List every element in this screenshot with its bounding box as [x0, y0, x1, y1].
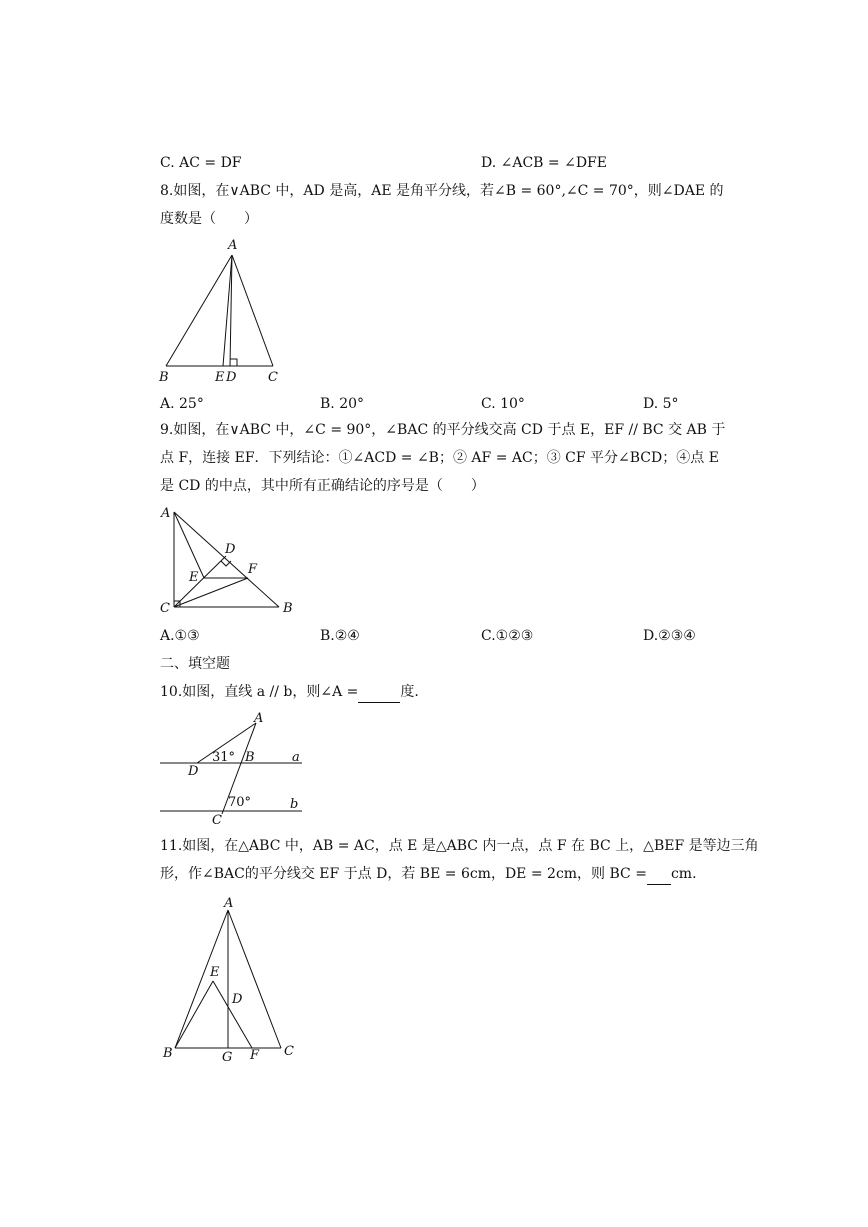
- q10-label-d: D: [188, 764, 199, 779]
- q11-label-g: G: [222, 1050, 233, 1065]
- q10-line-a: a: [292, 750, 300, 765]
- q8-stem-line2: 度数是（ ）: [160, 211, 258, 227]
- q10-label-c: C: [212, 813, 222, 828]
- q7-option-c: C. AC = DF: [160, 155, 242, 171]
- q9-label-d: D: [225, 542, 236, 557]
- q11-label-a: A: [224, 896, 234, 911]
- q11-text-before: 形，作∠BAC的平分线交 EF 于点 D，若 BE = 6cm，DE = 2cm，则 BC =: [160, 866, 647, 882]
- q10-text-after: 度.: [400, 684, 419, 700]
- q10-label-b: B: [245, 750, 255, 765]
- q9-label-e: E: [189, 570, 199, 585]
- q11-label-c: C: [284, 1044, 294, 1059]
- q8-label-c: C: [268, 370, 278, 385]
- q8-label-b: B: [159, 370, 169, 385]
- q9-option-d: D.②③④: [643, 628, 696, 644]
- q8-label-e: E: [215, 370, 225, 385]
- q9-option-b: B.②④: [320, 628, 360, 644]
- q9-label-c: C: [160, 601, 170, 616]
- q9-stem-line3: 是 CD 的中点，其中所有正确结论的序号是（ ）: [160, 478, 485, 494]
- q8-option-d: D. 5°: [643, 396, 679, 412]
- q9-option-c: C.①②③: [481, 628, 534, 644]
- q10-angle-70: 70°: [228, 795, 252, 810]
- section-title: 二、填空题: [160, 656, 230, 672]
- q7-option-d: D. ∠ACB = ∠DFE: [481, 155, 607, 171]
- q8-option-b: B. 20°: [320, 396, 365, 412]
- q9-stem-line2: 点 F，连接 EF．下列结论：①∠ACD = ∠B；② AF = AC；③ CF 平分∠BCD；④点 E: [160, 450, 719, 466]
- q8-label-a: A: [228, 238, 238, 253]
- q11-label-f: F: [250, 1048, 260, 1063]
- q11-label-d: D: [232, 992, 243, 1007]
- q10-line-b: b: [290, 797, 299, 812]
- q9-option-a: A.①③: [160, 628, 200, 644]
- q9-label-b: B: [283, 601, 293, 616]
- q8-option-c: C. 10°: [481, 396, 525, 412]
- q11-stem-line1: 11.如图，在△ABC 中，AB = AC，点 E 是△ABC 内一点，点 F 在 BC 上，△BEF 是等边三角: [160, 838, 759, 854]
- q10-label-a: A: [254, 711, 264, 726]
- q11-label-e: E: [210, 965, 220, 980]
- q10-angle-31: 31°: [212, 750, 236, 765]
- q9-label-a: A: [161, 506, 171, 521]
- q9-stem-line1: 9.如图，在∨ABC 中，∠C = 90°，∠BAC 的平分线交高 CD 于点 E，EF // BC 交 AB 于: [160, 422, 726, 438]
- q11-label-b: B: [163, 1046, 173, 1061]
- q8-stem-line1: 8.如图，在∨ABC 中，AD 是高，AE 是角平分线，若∠B = 60°,∠C = 70°，则∠DAE 的: [160, 183, 724, 199]
- q8-label-d: D: [226, 370, 237, 385]
- q8-option-a: A. 25°: [160, 396, 204, 412]
- q11-text-after: cm.: [670, 866, 697, 882]
- q9-label-f: F: [248, 562, 258, 577]
- q10-text-before: 10.如图，直线 a // b，则∠A =: [160, 684, 359, 700]
